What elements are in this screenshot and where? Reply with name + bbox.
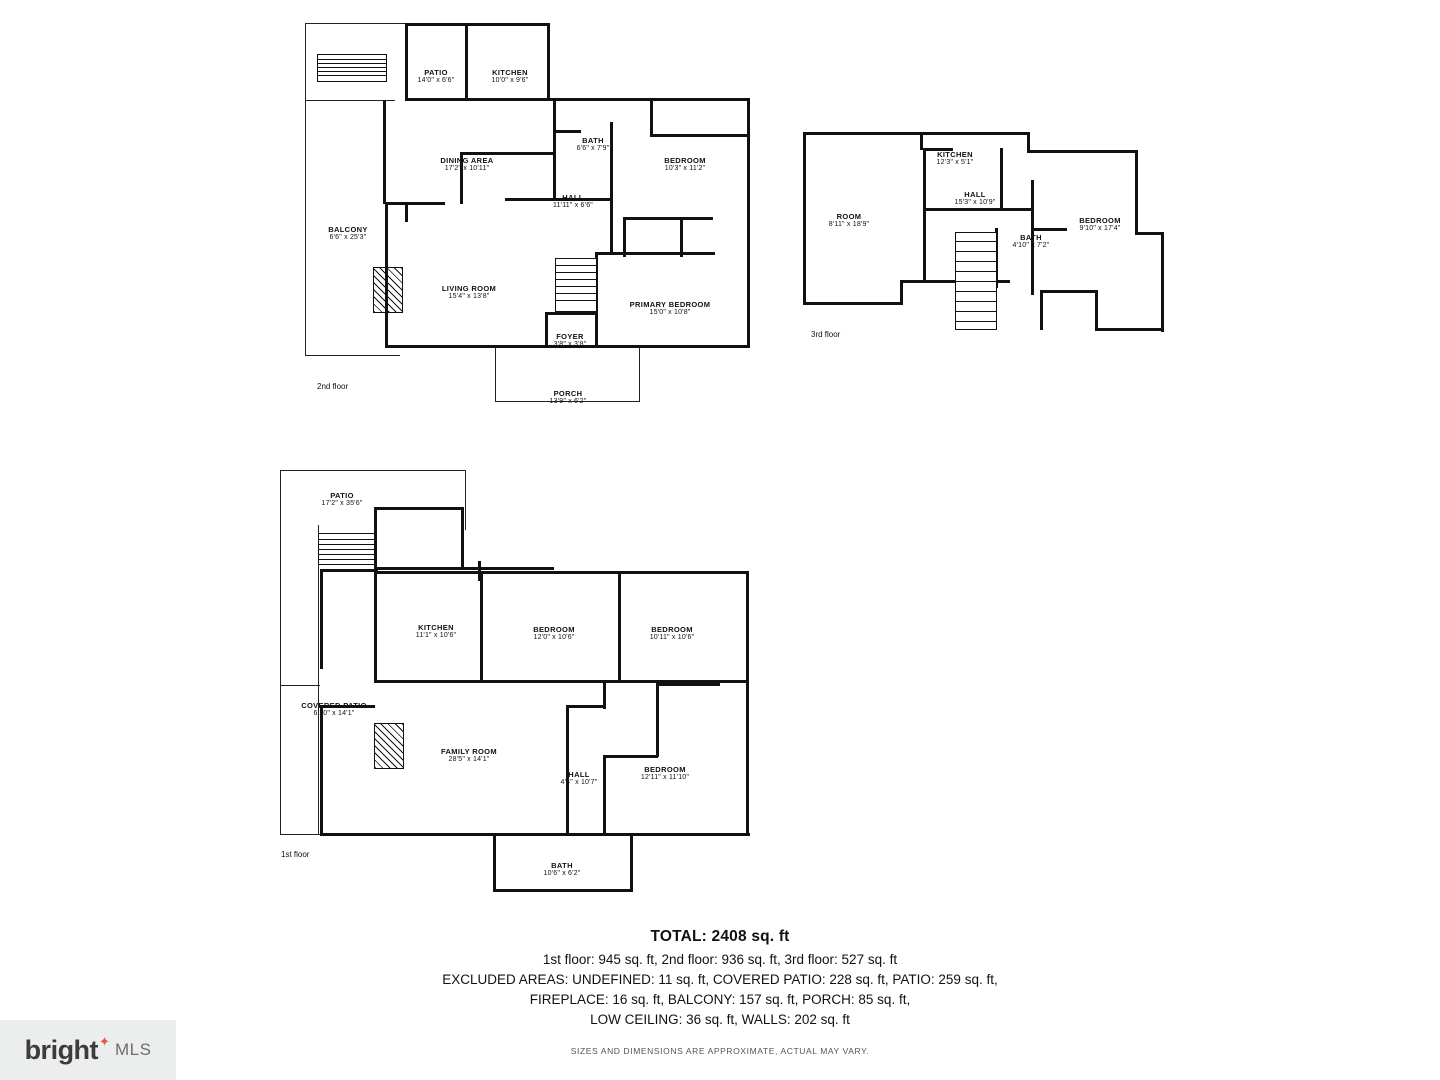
room-label: FOYER 3'8" x 3'8" [553, 332, 587, 349]
wall [746, 571, 749, 836]
summary-line-floors: 1st floor: 945 sq. ft, 2nd floor: 936 sq. ft, 3rd floor: 527 sq. ft [542, 952, 898, 967]
room-label: BATH 6'6" x 7'9" [576, 136, 610, 153]
wall [803, 302, 903, 305]
patio-outline [305, 100, 395, 101]
fireplace [374, 723, 404, 769]
wall [460, 152, 555, 155]
wall [553, 130, 581, 133]
wall [320, 569, 323, 669]
wall [656, 683, 659, 757]
bright-mls-logo [0, 1020, 176, 1080]
summary-line-excluded-2: FIREPLACE: 16 sq. ft, BALCONY: 157 sq. ft, PORCH: 85 sq. ft, [529, 992, 911, 1007]
balcony-outline [305, 100, 306, 356]
room-label: BEDROOM 9'10" x 17'4" [1079, 216, 1121, 233]
wall [1040, 290, 1098, 293]
wall [493, 889, 633, 892]
wall [553, 101, 556, 201]
wall [623, 217, 713, 220]
wall [1095, 328, 1163, 331]
wall [1027, 132, 1030, 152]
room-label: DINING AREA 17'2" x 10'11" [440, 156, 494, 173]
room-label: BEDROOM 12'11" x 11'10" [640, 765, 690, 782]
room-label: HALL 4'4" x 10'7" [560, 770, 598, 787]
wall [803, 132, 923, 135]
room-label: FAMILY ROOM 28'5" x 14'1" [441, 747, 497, 764]
wall [461, 507, 464, 569]
summary-total [0, 928, 1440, 946]
room-label: BEDROOM 10'11" x 10'6" [649, 625, 695, 642]
room-label: PRIMARY BEDROOM 15'0" x 10'8" [629, 300, 711, 317]
room-label: LIVING ROOM 15'4" x 13'8" [441, 284, 497, 301]
floorplan-first-floor [278, 465, 778, 895]
patio-outline [280, 470, 281, 835]
wall [545, 312, 595, 315]
star-icon: ✦ [99, 1034, 110, 1049]
total-sqft: TOTAL: 2408 sq. ft [650, 928, 790, 945]
wall [480, 571, 483, 683]
stairs [555, 258, 597, 312]
wall [374, 507, 464, 510]
wall [900, 280, 903, 305]
logo-brand: bright [24, 1034, 99, 1065]
wall [405, 23, 550, 26]
wall [547, 23, 550, 101]
patio-outline [280, 470, 466, 471]
porch-outline [495, 348, 496, 402]
fireplace [373, 267, 403, 313]
room-label: BATH 4'10" x 7'2" [1012, 233, 1050, 250]
floor-tag-third: 3rd floor [811, 330, 841, 339]
wall [385, 202, 445, 205]
floorplan-third-floor [795, 120, 1175, 350]
balcony-outline [305, 355, 400, 356]
wall [493, 833, 496, 891]
wall [650, 134, 750, 137]
room-label: KITCHEN 12'3" x 5'1" [936, 150, 974, 167]
room-label: KITCHEN 11'1" x 10'6" [415, 623, 457, 640]
logo-suffix: MLS [114, 1040, 152, 1059]
wall [623, 217, 626, 257]
wall [603, 683, 606, 709]
wall [405, 202, 408, 222]
wall [920, 132, 1030, 135]
wall [595, 252, 715, 255]
room-label: BATH 10'6" x 6'2" [543, 861, 581, 878]
wall [383, 100, 386, 204]
room-label: BALCONY 6'6" x 25'3" [328, 225, 368, 242]
wall [374, 567, 554, 570]
floor-tag-second: 2nd floor [317, 382, 349, 391]
room-label: HALL 11'11" x 6'6" [553, 193, 593, 210]
room-label: COVERED PATIO 6'10" x 14'1" [301, 701, 367, 718]
patio-outline [318, 525, 319, 835]
floorplan-second-floor [305, 12, 765, 422]
porch-outline [639, 348, 640, 402]
room-label: PATIO 17'2" x 35'6" [321, 491, 363, 508]
wall [566, 705, 606, 708]
wall [374, 507, 377, 569]
wall [374, 571, 749, 574]
room-label: KITCHEN 10'0" x 9'6" [491, 68, 529, 85]
wall [1027, 150, 1137, 153]
patio-outline [465, 470, 466, 530]
disclaimer-text: SIZES AND DIMENSIONS ARE APPROXIMATE, ACTUAL MAY VARY. [570, 1046, 870, 1056]
wall [478, 561, 481, 581]
room-label: PATIO 14'0" x 6'6" [417, 68, 455, 85]
floor-tag-first: 1st floor [281, 850, 310, 859]
wall [923, 148, 926, 283]
wall [374, 571, 377, 681]
wall [1161, 232, 1164, 332]
wall [405, 23, 408, 101]
wall [630, 833, 633, 891]
summary-line-excluded-3: LOW CEILING: 36 sq. ft, WALLS: 202 sq. ft [590, 1012, 850, 1027]
patio-outline [305, 23, 306, 101]
patio-outline [305, 23, 410, 24]
stairs [955, 232, 997, 330]
room-label: HALL 15'3" x 10'9" [954, 190, 996, 207]
patio-outline [280, 685, 320, 686]
wall [656, 683, 720, 686]
wall [320, 833, 750, 836]
room-label: PORCH 13'9" x 6'2" [549, 389, 587, 406]
stairs [318, 533, 376, 565]
wall [803, 132, 806, 304]
wall [603, 755, 606, 835]
wall [650, 101, 653, 136]
wall [680, 217, 683, 257]
stairs [317, 54, 387, 82]
wall [465, 23, 468, 101]
wall [320, 705, 323, 836]
room-label: ROOM 8'11" x 18'9" [828, 212, 870, 229]
wall [603, 755, 658, 758]
wall [1040, 290, 1043, 330]
wall [923, 208, 1033, 211]
wall [618, 571, 621, 683]
wall [1095, 290, 1098, 330]
wall [320, 569, 378, 572]
room-label: BEDROOM 10'3" x 11'2" [664, 156, 706, 173]
summary-line-excluded-1: EXCLUDED AREAS: UNDEFINED: 11 sq. ft, COVERED PATIO: 228 sq. ft, PATIO: 259 sq. ft, [442, 972, 998, 987]
room-label: BEDROOM 12'0" x 10'6" [533, 625, 575, 642]
